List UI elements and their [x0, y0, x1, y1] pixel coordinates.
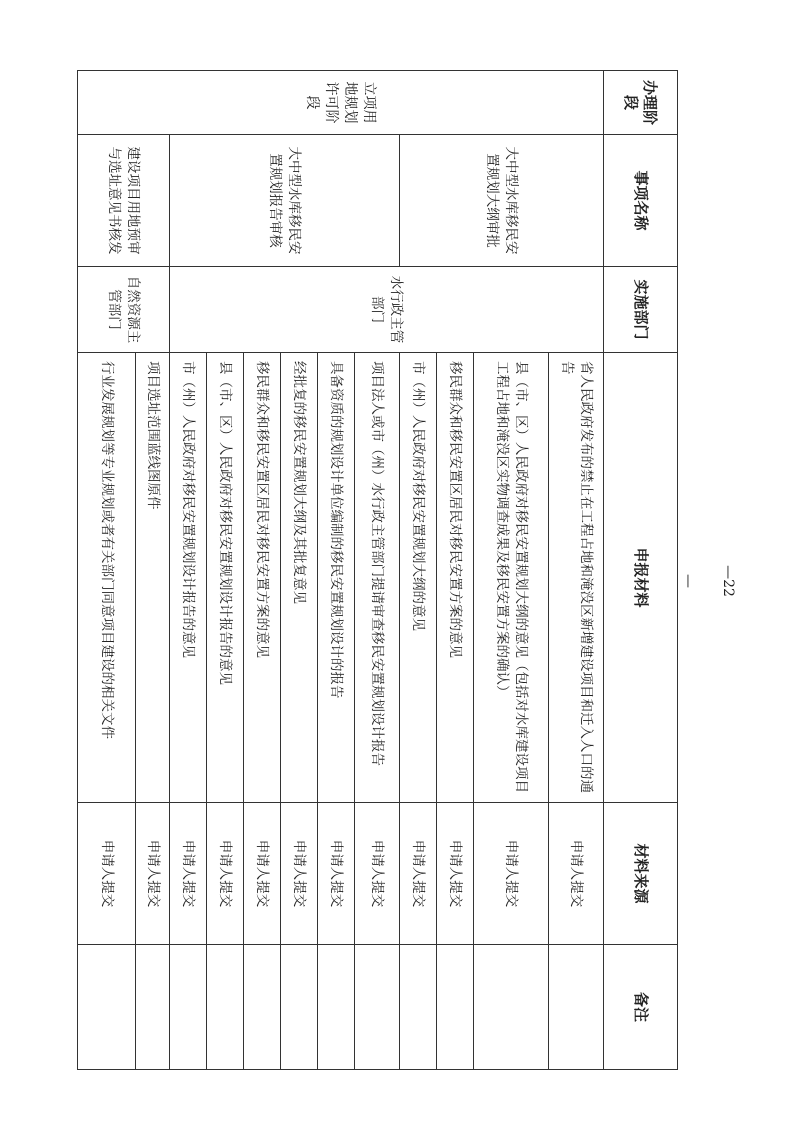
material-cell: 县（市、区）人民政府对移民安置规划设计报告的意见 — [207, 353, 244, 803]
item-name-cell: 建设项目用地预审与选址意见书核发 — [78, 135, 170, 267]
material-cell: 具备资质的规划设计单位编制的移民安置规划设计的报告 — [318, 353, 355, 803]
material-cell: 省人民政府发布的禁止在工程占地和淹没区新增建设项目和迁入人口的通告 — [549, 353, 604, 803]
material-cell: 市（州）人民政府对移民安置规划设计报告的意见 — [170, 353, 207, 803]
note-cell — [318, 945, 355, 1070]
note-cell — [437, 945, 474, 1070]
table-row — [549, 71, 604, 1070]
table-header-row — [604, 71, 678, 1070]
note-cell — [78, 945, 136, 1070]
header-note: 备注 — [604, 945, 678, 1070]
source-cell: 申请人提交 — [318, 803, 355, 945]
material-cell: 项目选址范围蓝线图原件 — [136, 353, 170, 803]
header-stage: 办理阶段 — [604, 71, 678, 135]
material-cell: 移民群众和移民安置区居民对移民安置方案的意见 — [244, 353, 281, 803]
note-cell — [207, 945, 244, 1070]
note-cell — [244, 945, 281, 1070]
table-row — [355, 71, 400, 1070]
source-cell: 申请人提交 — [281, 803, 318, 945]
rotated-table-container — [98, 70, 678, 1069]
source-cell: 申请人提交 — [244, 803, 281, 945]
header-source: 材料来源 — [604, 803, 678, 945]
note-cell — [400, 945, 437, 1070]
source-cell: 申请人提交 — [355, 803, 400, 945]
material-cell: 项目法人或市（州）水行政主管部门提请审查移民安置规划设计报告 — [355, 353, 400, 803]
table-row — [136, 71, 170, 1070]
header-item-name: 事项名称 — [604, 135, 678, 267]
stage-cell: 立项用地规划许可阶段 — [78, 71, 604, 135]
note-cell — [549, 945, 604, 1070]
materials-table — [77, 70, 678, 1070]
note-cell — [170, 945, 207, 1070]
source-cell: 申请人提交 — [549, 803, 604, 945]
material-cell: 移民群众和移民安置区居民对移民安置方案的意见 — [437, 353, 474, 803]
header-material: 申报材料 — [604, 353, 678, 803]
material-cell: 经批复的移民安置规划大纲及其批复意见 — [281, 353, 318, 803]
dept-cell: 自然资源主管部门 — [78, 267, 170, 353]
dept-cell: 水行政主管部门 — [170, 267, 604, 353]
material-cell: 行业发展规划等专业规划或者有关部门同意项目建设的相关文件 — [78, 353, 136, 803]
page-number: —22— — [680, 565, 736, 597]
note-cell — [136, 945, 170, 1070]
source-cell: 申请人提交 — [437, 803, 474, 945]
source-cell: 申请人提交 — [78, 803, 136, 945]
header-dept: 实施部门 — [604, 267, 678, 353]
source-cell: 申请人提交 — [207, 803, 244, 945]
source-cell: 申请人提交 — [136, 803, 170, 945]
item-name-cell: 大中型水库移民安置规划大纲审批 — [400, 135, 604, 267]
source-cell: 申请人提交 — [474, 803, 549, 945]
source-cell: 申请人提交 — [400, 803, 437, 945]
note-cell — [474, 945, 549, 1070]
source-cell: 申请人提交 — [170, 803, 207, 945]
item-name-cell: 大中型水库移民安置规划报告审核 — [170, 135, 400, 267]
note-cell — [355, 945, 400, 1070]
material-cell: 县（市、区）人民政府对移民安置规划大纲的意见（包括对水库建设项目工程占地和淹没区实物调查成果及移民安置方案的确认） — [474, 353, 549, 803]
material-cell: 市（州）人民政府对移民安置规划大纲的意见 — [400, 353, 437, 803]
note-cell — [281, 945, 318, 1070]
